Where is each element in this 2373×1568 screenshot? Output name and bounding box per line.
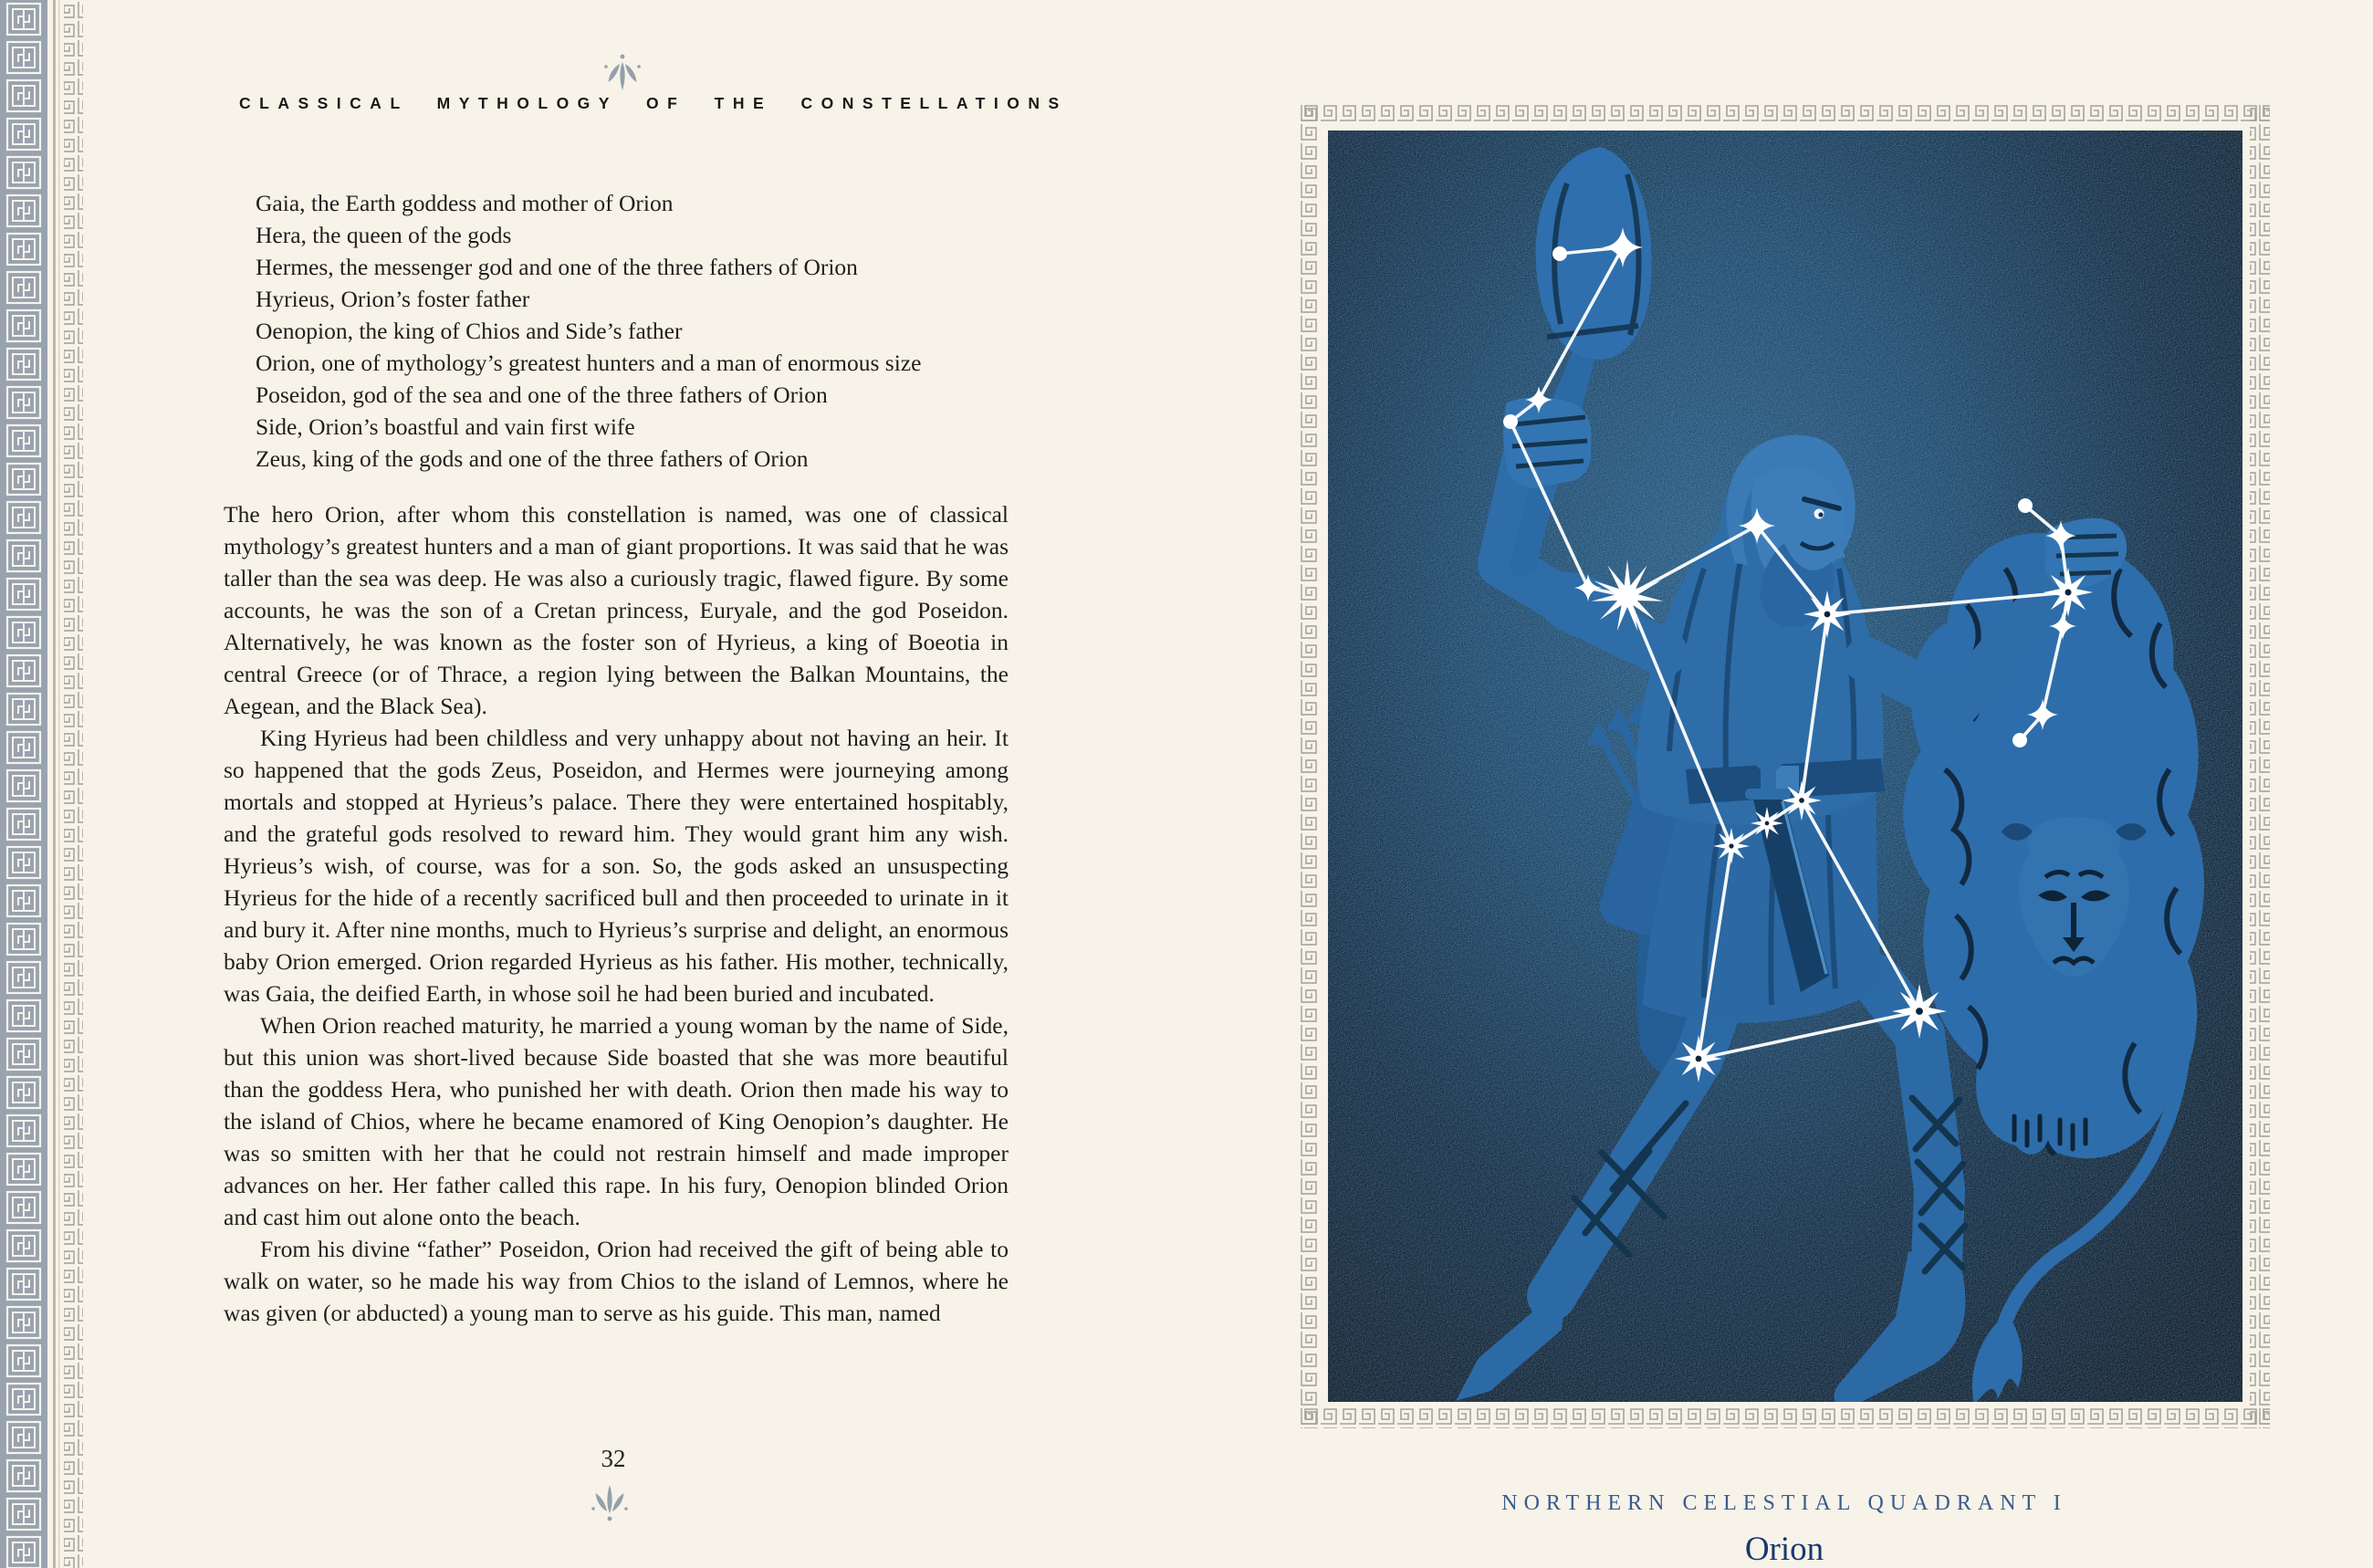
list-item: Oenopion, the king of Chios and Side’s father (256, 318, 683, 344)
page-edge-line (53, 0, 56, 1568)
character-list (256, 187, 1022, 475)
list-item: Gaia, the Earth goddess and mother of Orion (256, 190, 674, 216)
body-text (224, 498, 1009, 1329)
constellation-star (2012, 733, 2027, 747)
orion-illustration-panel (1328, 131, 2242, 1402)
illustration-title: Orion (1744, 1531, 1824, 1568)
list-item: Hermes, the messenger god and one of the three fathers of Orion (256, 254, 858, 280)
page-number: 32 (601, 1445, 626, 1472)
constellation-star (1503, 414, 1518, 429)
list-item: Orion, one of mythology’s greatest hunters and a man of enormous size (256, 350, 922, 376)
body-paragraph: When Orion reached maturity, he married a young woman by the name of Side, but this union was short-lived because Side boasted that she was more beautiful than the goddess Hera, who punished her with death. Orion then made his way to the island of Chios, where he became enamored of King Oenopion’s daughter. He was so smitten with her that he could not restrain himself and made improper advances on her. Her father called this rape. In his fury, Oenopion blinded Orion and cast him out alone onto the beach. (224, 1012, 1009, 1230)
running-header: CLASSICAL MYTHOLOGY OF THE CONSTELLATIONS (239, 94, 1068, 112)
fleuron-bottom-icon (590, 1480, 630, 1524)
body-paragraph: King Hyrieus had been childless and very unhappy about not having an heir. It so happened that the gods Zeus, Poseidon, and Hermes were journeying among mortals and stopped at Hyrieus’s palace. There they were entertained hospitably, and the grateful gods resolved to reward him. They would grant him any wish. Hyrieus’s wish, of course, was for a son. So, the gods asked an unsuspecting Hyrieus for the hide of a recently sacrificed bull and then proceeded to urinate in it and bury it. After nine months, much to Hyrieus’s surprise and delight, an enormous baby Orion emerged. Orion regarded Hyrieus as his father. His mother, technically, was Gaia, the deified Earth, in whose soil he had been buried and incubated. (224, 725, 1009, 1007)
list-item: Zeus, king of the gods and one of the three fathers of Orion (256, 445, 809, 472)
body-paragraph: From his divine “father” Poseidon, Orion had received the gift of being able to walk on water, so he made his way from Chios to the island of Lemnos, where he was given (or abducted) a young man to serve as his guide. This man, named (224, 1236, 1009, 1326)
list-item: Hera, the queen of the gods (256, 222, 512, 248)
book-spine-edge (0, 0, 87, 1568)
left-meander-strip (64, 0, 83, 1568)
list-item: Side, Orion’s boastful and vain first wife (256, 413, 635, 440)
list-item: Poseidon, god of the sea and one of the three fathers of Orion (256, 382, 828, 408)
constellation-star (2018, 498, 2033, 513)
section-label: NORTHERN CELESTIAL QUADRANT I (1501, 1491, 2067, 1515)
body-paragraph: The hero Orion, after whom this constellation is named, was one of classical mythology’s greatest hunters and a man of giant proportions. It was said that he was taller than the sea was deep. He was also a curiously tragic, flawed figure. By some accounts, he was the son of a Cretan princess, Euryale, and the god Poseidon. Alternatively, he was known as the foster son of Hyrieus, a king of Boeotia in central Greece (or of Thrace, a region lying between the Balkan Mountains, the Aegean, and the Black Sea). (224, 501, 1009, 719)
fleuron-top-icon (602, 51, 643, 95)
list-item: Hyrieus, Orion’s foster father (256, 286, 530, 312)
constellation-star (1552, 246, 1567, 261)
